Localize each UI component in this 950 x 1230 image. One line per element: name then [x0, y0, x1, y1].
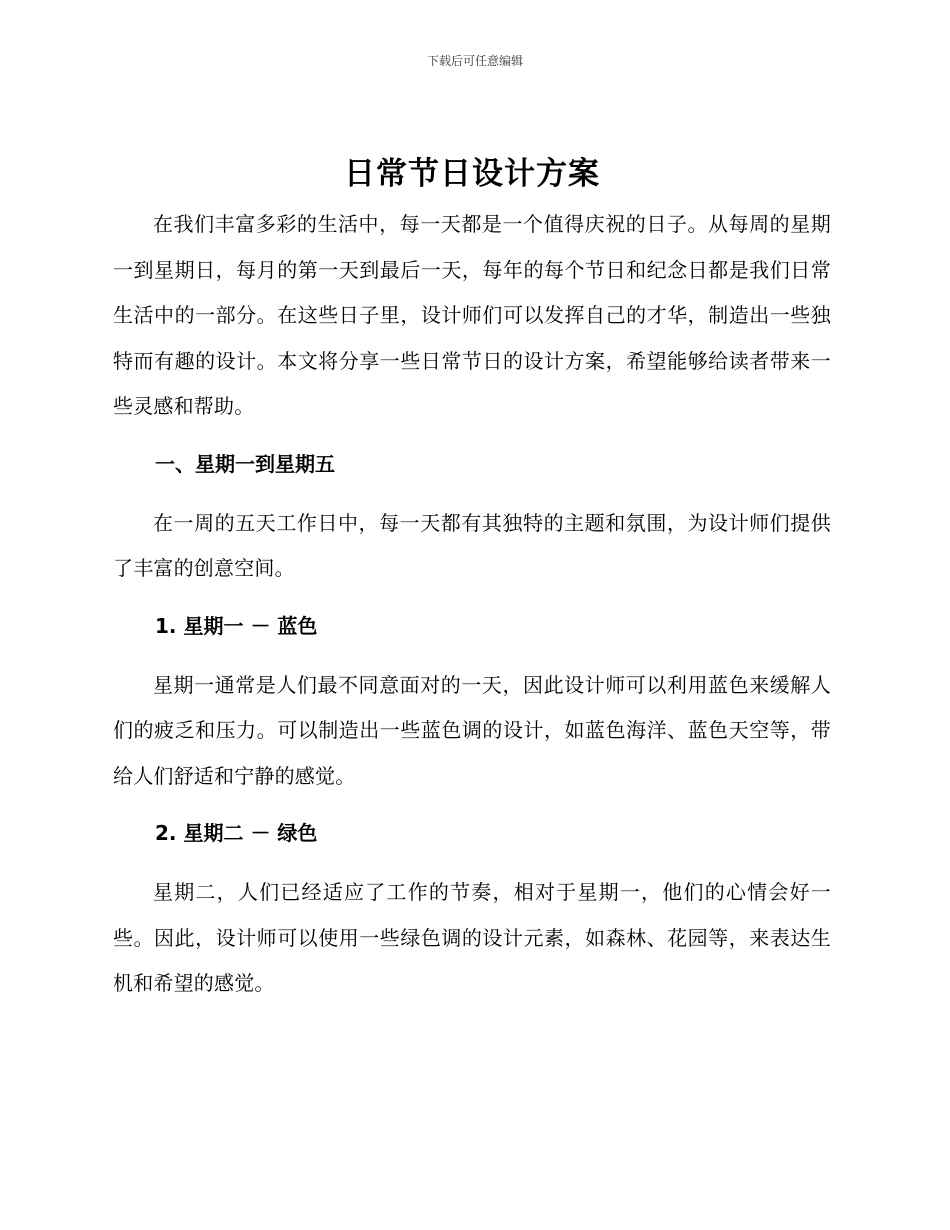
document-body — [113, 152, 831, 1007]
item-paragraph-tuesday: 星期二，人们已经适应了工作的节奏，相对于星期一，他们的心情会好一些。因此，设计师可以使用一些绿色调的设计元素，如森林、花园等，来表达生机和希望的感觉。 — [113, 880, 831, 995]
spacer — [113, 856, 831, 870]
spacer — [113, 799, 831, 811]
header-note: 下载后可任意编辑 — [426, 54, 523, 68]
spacer — [113, 430, 831, 442]
item-heading-monday: 1. 星期一 － 蓝色 — [155, 613, 318, 638]
document-title: 日常节日设计方案 — [344, 156, 600, 192]
item-heading-tuesday: 2. 星期二 － 绿色 — [155, 821, 318, 845]
section-paragraph-weekdays: 在一周的五天工作日中，每一天都有其独特的主题和氛围，为设计师们提供了丰富的创意空间。 — [113, 510, 831, 580]
spacer — [113, 487, 831, 501]
spacer — [113, 592, 831, 604]
spacer — [113, 649, 831, 663]
section-heading-weekdays: 一、星期一到星期五 — [155, 451, 335, 476]
item-paragraph-monday: 星期一通常是人们最不同意面对的一天，因此设计师可以利用蓝色来缓解人们的疲乏和压力。可以制造出一些蓝色调的设计，如蓝色海洋、蓝色天空等，带给人们舒适和宁静的感觉。 — [113, 672, 831, 788]
intro-paragraph: 在我们丰富多彩的生活中，每一天都是一个值得庆祝的日子。从每周的星期一到星期日，每月的第一天到最后一天，每年的每个节日和纪念日都是我们日常生活中的一部分。在这些日子里，设计师们可以发挥自己的才华，制造出一些独特而有趣的设计。本文将分享一些日常节日的设计方案，希望能够给读者带来一些灵感和帮助。 — [113, 212, 831, 418]
